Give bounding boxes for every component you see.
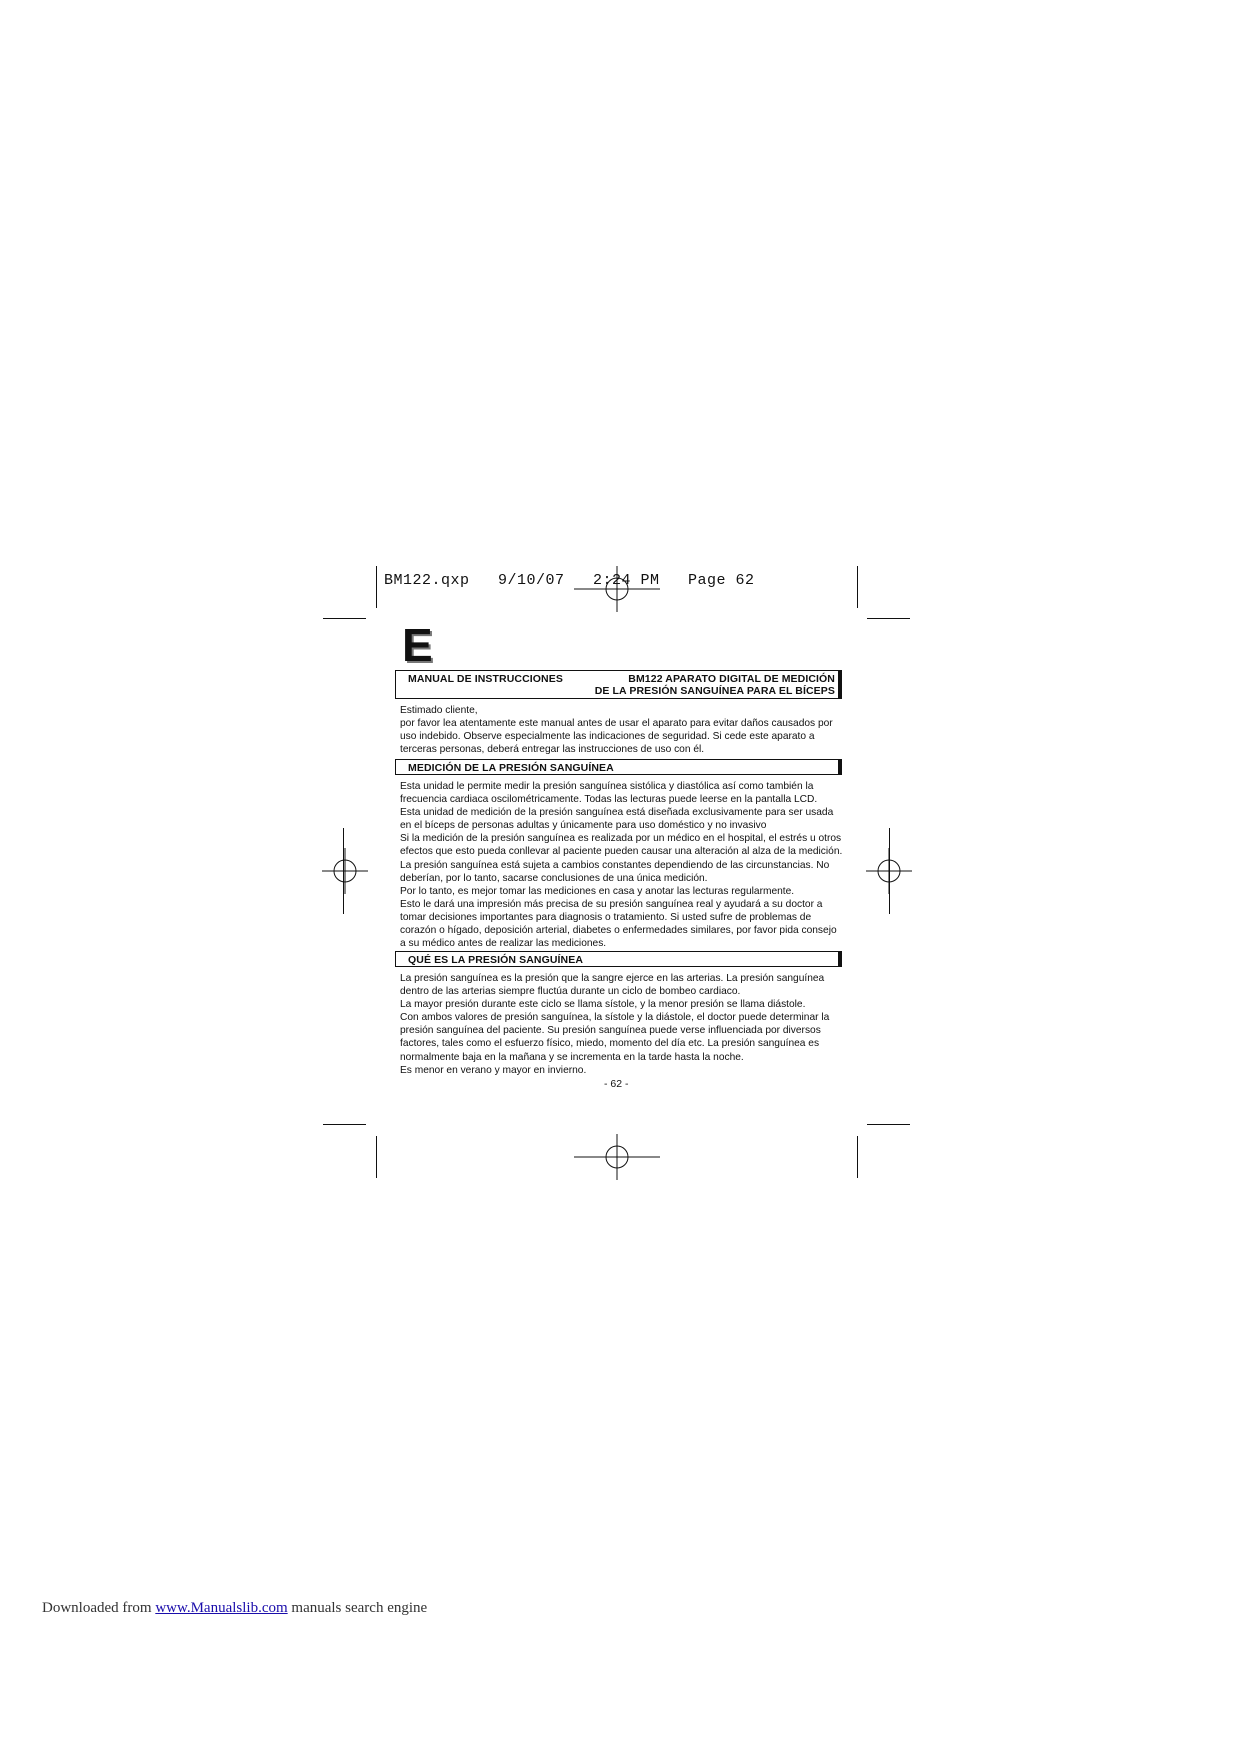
text-line: Esta unidad le permite medir la presión sanguínea sistólica y diastólica así como también la [400, 781, 814, 792]
text-line: Estimado cliente, [400, 705, 478, 716]
text-line: efectos que esto pueda conllevar al paciente pueden causar una alteración al alza de la medición. [400, 846, 843, 858]
crop-mark [867, 1124, 910, 1125]
download-footer [42, 1600, 427, 1617]
crop-mark [867, 618, 910, 619]
text-line: Es menor en verano y mayor en invierno. [400, 1064, 587, 1076]
text-line: corazón o hígado, deposición arterial, diabetes o enfermedades similares, por favor pida consejo [400, 925, 837, 937]
crop-mark [857, 566, 858, 608]
text-line: por favor lea atentamente este manual antes de usar el aparato para evitar daños causados por [400, 718, 833, 730]
text-line: deberían, por lo tanto, sacarse conclusiones de una única medición. [400, 872, 708, 884]
registration-mark-icon [574, 566, 660, 612]
intro-paragraph [400, 704, 844, 756]
section-heading [395, 951, 842, 967]
manual-header [395, 670, 842, 699]
text-line: uso indebido. Observe especialmente las indicaciones de seguridad. Si cede este aparato a [400, 731, 815, 743]
crop-mark [857, 1136, 858, 1178]
text-line: La presión sanguínea está sujeta a cambios constantes dependiendo de las circunstancias. No [400, 859, 830, 871]
crop-mark [323, 1124, 366, 1125]
text-line: frecuencia cardiaca oscilométricamente. Todas las lecturas puede leerse en la pantalla LCD. [400, 794, 818, 806]
registration-mark-icon [866, 848, 912, 894]
footer-prefix: Downloaded from [42, 1600, 152, 1616]
language-letter: E [402, 619, 433, 671]
text-line: factores, tales como el esfuerzo físico, miedo, momento del día etc. La presión sanguínea es [400, 1038, 820, 1050]
text-line: Con ambos valores de presión sanguínea, la sístole y la diástole, el doctor puede determinar la [400, 1012, 830, 1024]
text-line: Esta unidad de medición de la presión sanguínea está diseñada exclusivamente para ser usada [400, 807, 834, 819]
registration-mark-icon [574, 1134, 660, 1180]
section-paragraph [400, 780, 844, 950]
text-line: dentro de las arterias siempre fluctúa durante un ciclo de bombeo cardiaco. [400, 986, 741, 998]
crop-mark [376, 566, 377, 608]
crop-mark [376, 1136, 377, 1178]
manual-header-product: BM122 APARATO DIGITAL DE MEDICIÓN [628, 673, 835, 685]
manual-header-left: MANUAL DE INSTRUCCIONES [408, 673, 563, 685]
text-line: normalmente baja en la mañana y se incrementa en la tarde hasta la noche. [400, 1051, 744, 1063]
crop-mark [323, 618, 366, 619]
text-line: Esto le dará una impresión más precisa de su presión sanguínea real y ayudará a su doctor a [400, 898, 823, 910]
text-line: tomar decisiones importantes para diagnosis o tratamiento. Si usted sufre de problemas de [400, 911, 812, 923]
section-heading [395, 759, 842, 775]
footer-suffix: manuals search engine [291, 1600, 428, 1616]
text-line: presión sanguínea del paciente. Su presión sanguínea puede verse influenciada por diversos [400, 1025, 821, 1037]
text-line: Si la medición de la presión sanguínea es realizada por un médico en el hospital, el estrés u otros [400, 833, 842, 845]
text-line: a su médico antes de realizar las mediciones. [400, 938, 607, 950]
registration-mark-icon [322, 848, 368, 894]
manualslib-link[interactable]: www.Manualslib.com [155, 1600, 288, 1616]
text-line: terceras personas, deberá entregar las instrucciones de uso con él. [400, 744, 705, 756]
print-slug: BM122.qxp 9/10/07 2:24 PM Page 62 [384, 572, 755, 589]
section-title: MEDICIÓN DE LA PRESIÓN SANGUÍNEA [408, 762, 614, 774]
text-line: La mayor presión durante este ciclo se llama sístole, y la menor presión se llama diástole. [400, 999, 806, 1011]
text-line: Por lo tanto, es mejor tomar las mediciones en casa y anotar las lecturas regularmente. [400, 885, 795, 897]
section-paragraph [400, 972, 844, 1077]
text-line: La presión sanguínea es la presión que la sangre ejerce en las arterias. La presión sanguínea [400, 973, 825, 984]
manual-header-subtitle: DE LA PRESIÓN SANGUÍNEA PARA EL BÍCEPS [594, 685, 835, 697]
text-line: en el bíceps de personas adultas y únicamente para uso doméstico y no invasivo [400, 820, 767, 832]
page-number: - 62 - [604, 1078, 629, 1090]
section-title: QUÉ ES LA PRESIÓN SANGUÍNEA [408, 954, 584, 966]
